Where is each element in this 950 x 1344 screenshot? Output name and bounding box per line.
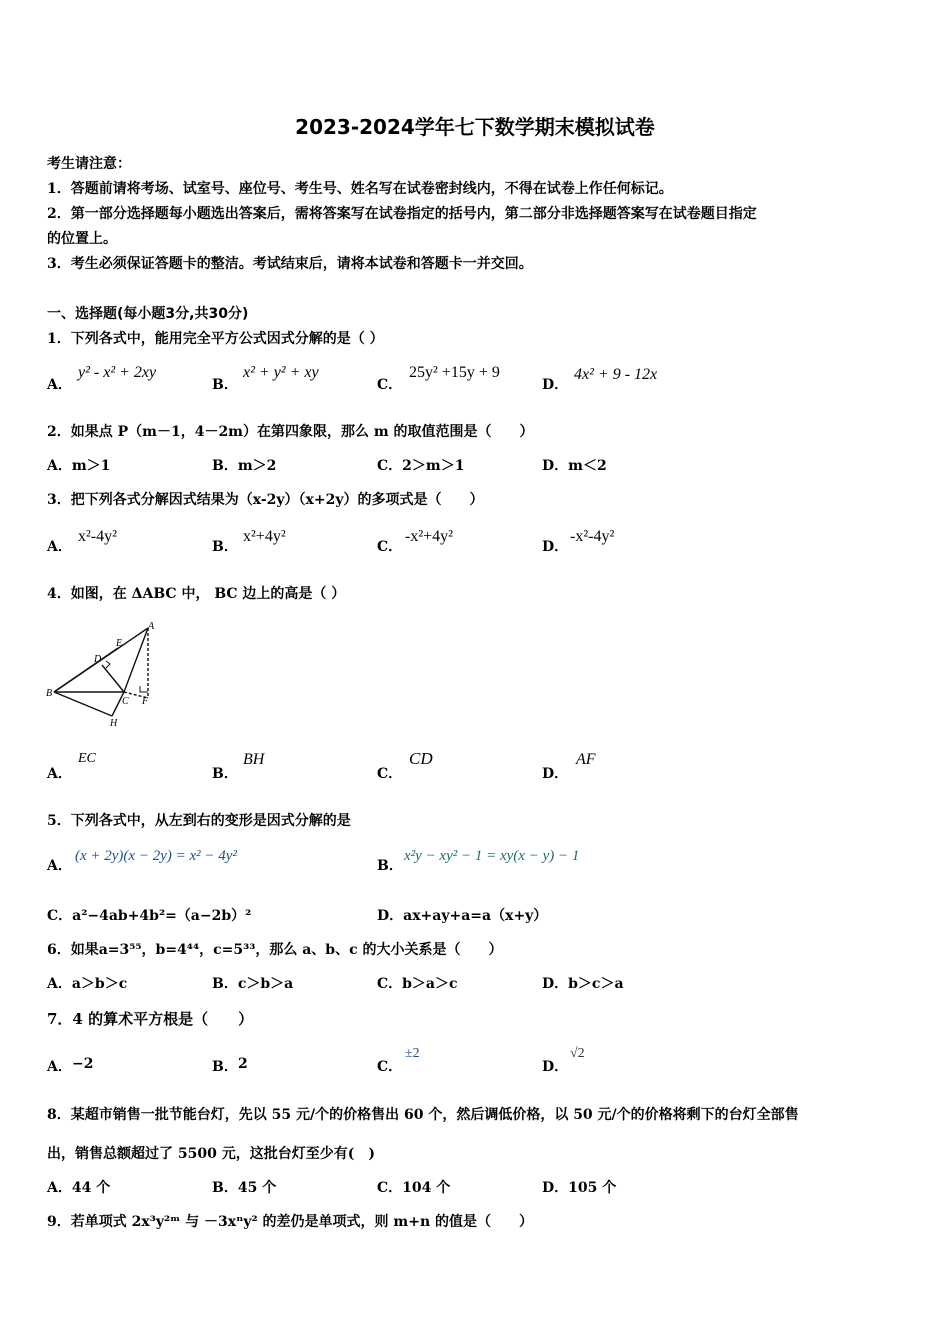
q7-option-a: −2: [72, 1056, 94, 1072]
fig-label-e: E: [116, 638, 123, 649]
q3-option-b: x²+4y²: [243, 528, 286, 545]
q5-option-c: C．a²−4ab+4b²=（a−2b）²: [47, 908, 252, 924]
q1-option-d: 4x² + 9 - 12x: [574, 366, 658, 383]
notice-line-2-cont: 的位置上。: [47, 231, 117, 247]
q9-stem: 9．若单项式 2x³y²ᵐ 与 －3xⁿy² 的差仍是单项式，则 m+n 的值是（ ）: [47, 1214, 534, 1230]
q3-stem: 3．把下列各式分解因式结果为（x-2y）（x+2y）的多项式是（ ）: [47, 492, 484, 508]
q4-label-a: A．: [47, 766, 72, 782]
fig-label-h: H: [110, 718, 118, 729]
q4-option-d: AF: [576, 751, 596, 768]
fig-label-c: C: [122, 696, 129, 707]
q5-stem: 5．下列各式中，从左到右的变形是因式分解的是: [47, 813, 351, 829]
fig-label-f: F: [142, 696, 149, 707]
q3-label-b: B．: [212, 539, 238, 555]
q4-option-c: CD: [409, 749, 433, 768]
q5-label-b: B．: [377, 858, 403, 874]
q2-option-c: C．2＞m＞1: [377, 458, 465, 474]
q5-option-d: D．ax+ay+a=a（x+y）: [377, 908, 548, 924]
q6-option-c: C．b＞a＞c: [377, 976, 458, 992]
fig-label-b: B: [46, 688, 53, 699]
q4-label-b: B．: [212, 766, 238, 782]
q3-option-a: x²-4y²: [78, 528, 117, 545]
q7-label-d: D．: [542, 1059, 569, 1075]
q4-option-b: BH: [243, 751, 265, 768]
q1-option-a: y² - x² + 2xy: [78, 364, 157, 381]
q2-option-d: D．m＜2: [542, 458, 607, 474]
q7-option-b: 2: [238, 1056, 248, 1072]
triangle-figure: [44, 620, 164, 732]
q8-option-a: A．44 个: [47, 1180, 111, 1196]
q1-label-b: B．: [212, 377, 238, 393]
q1-label-d: D．: [542, 377, 569, 393]
q5-option-b: x²y − xy² − 1 = xy(x − y) − 1: [404, 848, 580, 864]
q3-label-d: D．: [542, 539, 569, 555]
q2-option-b: B．m＞2: [212, 458, 277, 474]
q1-option-c: 25y² +15y + 9: [409, 364, 500, 381]
q7-stem: 7．4 的算术平方根是（ ）: [47, 1010, 254, 1028]
fig-label-a: A: [148, 621, 155, 632]
q1-label-c: C．: [377, 377, 403, 393]
q7-option-c: ±2: [405, 1046, 420, 1061]
q5-label-a: A．: [47, 858, 72, 874]
q6-option-a: A．a＞b＞c: [47, 976, 128, 992]
page-title: 2023-2024学年七下数学期末模拟试卷: [295, 115, 655, 139]
q7-label-b: B．: [212, 1059, 238, 1075]
fig-label-d: D: [94, 654, 102, 665]
section-heading: 一、选择题(每小题3分,共30分): [47, 306, 249, 322]
q1-stem: 1．下列各式中，能用完全平方公式因式分解的是（ ）: [47, 331, 384, 347]
q1-label-a: A．: [47, 377, 72, 393]
q2-option-a: A．m＞1: [47, 458, 111, 474]
q1-option-b: x² + y² + xy: [243, 364, 319, 381]
q7-label-c: C．: [377, 1059, 403, 1075]
q4-label-d: D．: [542, 766, 569, 782]
q3-label-c: C．: [377, 539, 403, 555]
q3-option-d: -x²-4y²: [570, 528, 615, 545]
notice-line-2: 2．第一部分选择题每小题选出答案后，需将答案写在试卷指定的括号内，第二部分非选择题答案写在试卷题目指定: [47, 206, 757, 222]
q8-option-b: B．45 个: [212, 1180, 277, 1196]
q4-option-a: EC: [78, 751, 96, 766]
q8-option-c: C．104 个: [377, 1180, 451, 1196]
q4-stem: 4．如图，在 ΔABC 中， BC 边上的高是（ ）: [47, 586, 346, 602]
q4-label-c: C．: [377, 766, 403, 782]
q2-stem: 2．如果点 P（m－1，4－2m）在第四象限，那么 m 的取值范围是（ ）: [47, 424, 534, 440]
notice-header: 考生请注意：: [47, 156, 131, 172]
q6-stem: 6．如果a=3⁵⁵，b=4⁴⁴，c=5³³，那么 a、b、c 的大小关系是（ ）: [47, 942, 503, 958]
q7-label-a: A．: [47, 1059, 72, 1075]
q8-stem-line-2: 出，销售总额超过了 5500 元，这批台灯至少有( ): [47, 1146, 375, 1162]
notice-line-3: 3．考生必须保证答题卡的整洁。考试结束后，请将本试卷和答题卡一并交回。: [47, 256, 533, 272]
q5-option-a: (x + 2y)(x − 2y) = x² − 4y²: [75, 848, 237, 864]
q8-stem-line-1: 8．某超市销售一批节能台灯，先以 55 元/个的价格售出 60 个，然后调低价格，以 50 元/个的价格将剩下的台灯全部售: [47, 1107, 799, 1123]
q3-label-a: A．: [47, 539, 72, 555]
q6-option-d: D．b＞c＞a: [542, 976, 624, 992]
q7-option-d: √2: [570, 1046, 585, 1061]
q8-option-d: D．105 个: [542, 1180, 617, 1196]
notice-line-1: 1．答题前请将考场、试室号、座位号、考生号、姓名写在试卷密封线内，不得在试卷上作任何标记。: [47, 181, 673, 197]
q3-option-c: -x²+4y²: [405, 528, 453, 545]
q6-option-b: B．c＞b＞a: [212, 976, 294, 992]
